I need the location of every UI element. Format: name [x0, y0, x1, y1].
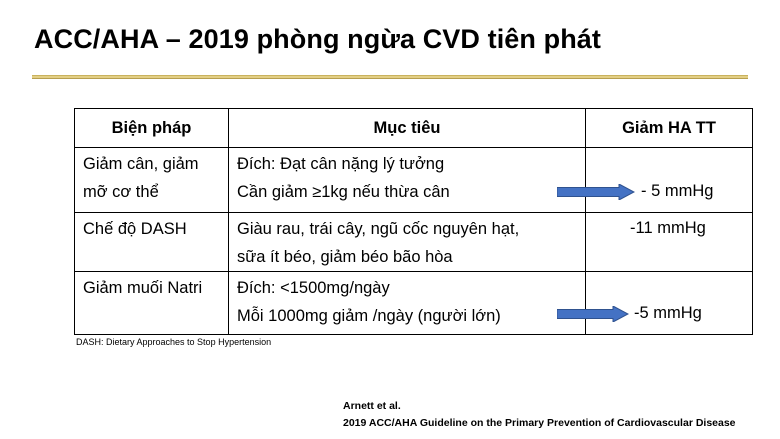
right-arrow-icon — [557, 184, 635, 200]
goal-line: Giàu rau, trái cây, ngũ cốc nguyên hạt, — [237, 220, 520, 238]
measure-line: Giảm cân, giảm — [83, 155, 199, 173]
table-row — [75, 148, 753, 213]
reduction-cell — [586, 148, 753, 213]
reduction-value: -5 mmHg — [634, 304, 702, 322]
goal-line: Cần giảm ≥1kg nếu thừa cân — [237, 183, 450, 201]
header-reduction: Giảm HA TT — [586, 109, 753, 148]
measure-cell — [75, 272, 229, 335]
reference-authors: Arnett et al. — [343, 400, 401, 412]
header-goal: Mục tiêu — [229, 109, 586, 148]
measure-line: mỡ cơ thể — [83, 183, 159, 201]
title-divider — [32, 75, 748, 79]
goal-line: sữa ít béo, giảm béo bão hòa — [237, 248, 453, 266]
reduction-value: -11 mmHg — [630, 219, 706, 237]
right-arrow-icon — [557, 306, 629, 322]
table-row — [75, 272, 753, 335]
measure-cell — [75, 148, 229, 213]
measure-line: Giảm muối Natri — [83, 279, 203, 297]
goal-line: Đích: <1500mg/ngày — [237, 279, 390, 297]
table-row — [75, 213, 753, 272]
header-measure: Biện pháp — [75, 109, 229, 148]
reduction-value: - 5 mmHg — [641, 182, 714, 200]
prevention-table — [74, 108, 753, 335]
slide-title: ACC/AHA – 2019 phòng ngừa CVD tiên phát — [34, 24, 601, 54]
reference — [343, 398, 736, 432]
goal-cell — [229, 272, 586, 335]
reduction-cell — [586, 272, 753, 335]
footnote: DASH: Dietary Approaches to Stop Hypertension — [76, 337, 272, 347]
measure-line: Chế độ DASH — [83, 220, 187, 238]
goal-cell — [229, 213, 586, 272]
goal-line: Mỗi 1000mg giảm /ngày (người lớn) — [237, 307, 501, 325]
goal-cell — [229, 148, 586, 213]
measure-cell — [75, 213, 229, 272]
goal-line: Đích: Đạt cân nặng lý tưởng — [237, 155, 445, 173]
table-header-row — [75, 109, 753, 148]
reference-title: 2019 ACC/AHA Guideline on the Primary Prevention of Cardiovascular Disease — [343, 417, 736, 429]
reduction-cell — [586, 213, 753, 272]
